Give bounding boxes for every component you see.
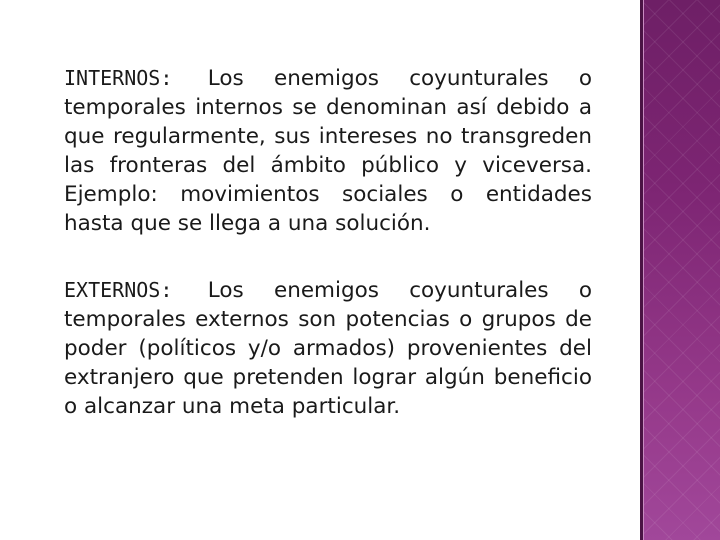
bullet-externos — [42, 276, 592, 421]
slide-content — [42, 64, 592, 421]
bullet-text: Los enemigos coyunturales o temporales externos son potencias o grupos de poder (políticos y/o armados) provenientes del extranjero que pretenden lograr algún beneficio o alcanzar una meta particular. — [64, 278, 592, 419]
bullet-text: Los enemigos coyunturales o temporales internos se denominan así debido a que regularmente, sus intereses no transgreden las fronteras del ámbito público y viceversa. Ejemplo: movimientos sociales o entidades hasta que se llega a una solución. — [64, 66, 592, 236]
decorative-side-band — [640, 0, 720, 540]
bullet-keyword: EXTERNOS: — [64, 278, 208, 302]
bullet-internos — [42, 64, 592, 238]
decorative-band-line — [643, 0, 644, 540]
bullet-keyword: INTERNOS: — [64, 66, 208, 90]
